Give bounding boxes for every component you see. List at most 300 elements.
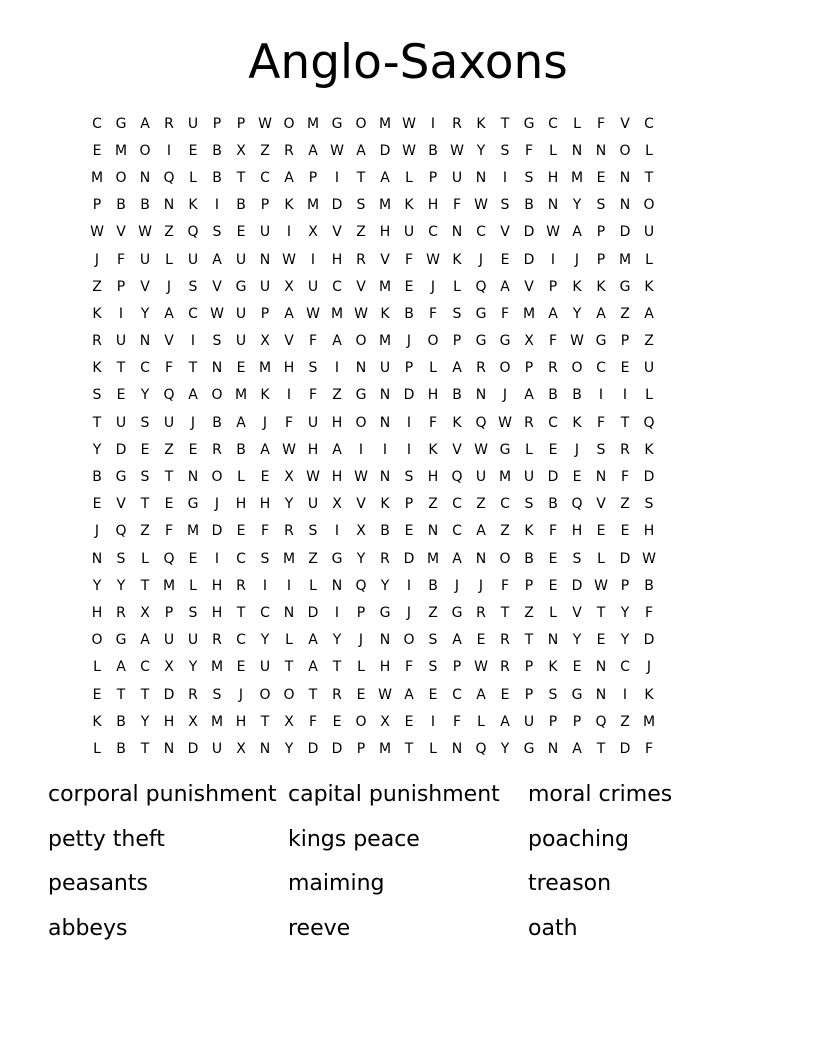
grid-letter: F [644,604,654,621]
grid-letter: G [523,740,535,757]
grid-letter: S [116,550,126,567]
grid-letter: G [331,115,343,132]
grid-letter: F [452,713,462,730]
grid-letter: P [164,604,174,621]
grid-letter: G [475,333,487,350]
grid-letter: N [475,387,487,404]
grid-letter: F [308,387,318,404]
grid-letter: E [476,632,486,649]
grid-letter: R [548,360,558,377]
grid-letter: F [164,523,174,540]
grid-letter: I [406,414,412,431]
grid-letter: A [452,360,462,377]
grid-letter: M [378,278,392,295]
grid-letter: S [260,550,270,567]
grid-letter: A [164,305,174,322]
grid-letter: S [596,197,606,214]
grid-letter: L [237,469,245,486]
grid-letter: G [475,305,487,322]
grid-letter: M [378,197,392,214]
grid-letter: M [186,523,200,540]
grid-letter: W [354,469,368,486]
grid-letter: M [618,251,632,268]
grid-letter: Z [164,441,174,458]
grid-letter: U [163,414,175,431]
grid-letter: K [260,387,270,404]
grid-letter: N [331,577,343,594]
grid-row [85,164,733,191]
grid-letter: T [140,577,150,594]
grid-letter: E [260,469,270,486]
grid-letter: A [500,278,510,295]
grid-letter: I [382,441,388,458]
grid-letter: V [116,224,126,241]
grid-letter: L [189,169,197,186]
grid-letter: N [547,632,559,649]
grid-letter: U [523,469,535,486]
grid-letter: U [187,251,199,268]
grid-letter: J [454,577,460,594]
grid-letter: N [379,632,391,649]
grid-letter: D [547,469,559,486]
grid-letter: I [286,387,292,404]
grid-letter: Y [140,713,150,730]
grid-letter: Y [284,496,294,513]
grid-letter: R [524,414,534,431]
grid-letter: A [476,686,486,703]
grid-letter: A [284,169,294,186]
grid-row [85,708,733,735]
grid-letter: N [355,360,367,377]
grid-letter: G [115,632,127,649]
grid-letter: C [596,360,606,377]
grid-letter: M [378,115,392,132]
grid-letter: U [259,659,271,676]
grid-letter: I [598,387,604,404]
grid-letter: A [140,632,150,649]
grid-letter: K [284,197,294,214]
grid-letter: M [378,740,392,757]
grid-letter: D [619,740,631,757]
grid-letter: S [308,360,318,377]
grid-letter: C [452,496,462,513]
grid-letter: A [524,387,534,404]
grid-letter: O [499,550,511,567]
grid-letter: B [236,197,246,214]
grid-letter: T [500,115,510,132]
grid-letter: R [212,632,222,649]
grid-letter: S [140,469,150,486]
grid-letter: I [118,305,124,322]
grid-letter: X [236,142,246,159]
grid-letter: K [644,686,654,703]
grid-letter: P [548,713,558,730]
grid-letter: C [236,550,246,567]
grid-letter: U [451,169,463,186]
grid-letter: U [403,224,415,241]
grid-row [85,654,733,681]
grid-letter: S [596,441,606,458]
grid-letter: O [283,686,295,703]
grid-letter: Y [572,632,582,649]
grid-letter: O [355,414,367,431]
grid-letter: Q [187,224,199,241]
grid-letter: P [404,496,414,513]
grid-letter: W [330,142,344,159]
grid-letter: J [502,387,508,404]
word-bank-item: petty theft [48,826,165,852]
grid-letter: W [210,305,224,322]
grid-letter: W [594,577,608,594]
word-bank [48,776,768,954]
grid-letter: R [620,441,630,458]
grid-letter: R [212,441,222,458]
grid-letter: I [430,115,436,132]
grid-letter: E [572,469,582,486]
grid-letter: R [452,115,462,132]
grid-letter: A [332,333,342,350]
grid-letter: R [164,115,174,132]
grid-letter: C [620,659,630,676]
grid-letter: A [140,115,150,132]
grid-letter: A [452,632,462,649]
grid-letter: Y [332,632,342,649]
grid-letter: F [260,523,270,540]
grid-letter: Z [356,224,366,241]
grid-letter: M [258,360,272,377]
grid-letter: Y [572,305,582,322]
grid-letter: V [116,496,126,513]
grid-letter: J [238,686,244,703]
grid-letter: H [211,604,223,621]
grid-letter: N [595,659,607,676]
grid-letter: P [236,115,246,132]
grid-letter: L [549,142,557,159]
grid-letter: U [259,278,271,295]
grid-letter: S [404,469,414,486]
grid-letter: L [189,577,197,594]
grid-letter: U [187,632,199,649]
grid-letter: A [236,414,246,431]
grid-letter: B [116,740,126,757]
grid-letter: D [379,142,391,159]
grid-letter: W [258,115,272,132]
grid-letter: O [211,387,223,404]
grid-letter: R [332,686,342,703]
grid-letter: O [355,115,367,132]
grid-letter: V [500,224,510,241]
grid-letter: S [428,659,438,676]
grid-letter: X [236,740,246,757]
grid-letter: U [235,305,247,322]
grid-letter: R [476,604,486,621]
grid-letter: E [188,550,198,567]
grid-row [85,491,733,518]
grid-letter: B [572,387,582,404]
grid-letter: A [212,251,222,268]
grid-letter: N [163,740,175,757]
grid-letter: D [619,224,631,241]
grid-letter: I [190,333,196,350]
grid-letter: K [380,496,390,513]
grid-letter: X [284,278,294,295]
grid-letter: C [332,278,342,295]
grid-letter: O [403,632,415,649]
grid-letter: X [284,469,294,486]
grid-letter: X [332,496,342,513]
grid-letter: C [428,224,438,241]
grid-letter: R [500,659,510,676]
grid-letter: J [214,496,220,513]
grid-letter: H [571,523,583,540]
grid-letter: E [548,441,558,458]
grid-letter: L [93,740,101,757]
grid-row [85,382,733,409]
grid-letter: S [212,333,222,350]
grid-letter: P [620,577,630,594]
word-bank-item: peasants [48,871,148,896]
grid-letter: R [476,360,486,377]
grid-letter: W [474,197,488,214]
grid-letter: I [334,169,340,186]
grid-letter: A [500,713,510,730]
grid-letter: X [524,333,534,350]
grid-letter: Z [428,604,438,621]
grid-letter: P [524,659,534,676]
grid-letter: D [115,441,127,458]
grid-letter: N [427,523,439,540]
grid-letter: N [259,251,271,268]
grid-letter: P [92,197,102,214]
grid-letter: P [308,169,318,186]
grid-letter: N [547,197,559,214]
grid-letter: X [164,659,174,676]
grid-letter: U [235,333,247,350]
grid-letter: H [427,197,439,214]
grid-letter: E [92,686,102,703]
grid-letter: P [356,740,366,757]
grid-letter: U [475,469,487,486]
grid-letter: N [283,604,295,621]
grid-row [85,110,733,137]
word-bank-item: maiming [288,871,385,896]
grid-letter: E [548,550,558,567]
grid-letter: V [596,496,606,513]
grid-letter: Q [475,740,487,757]
grid-letter: V [380,251,390,268]
grid-letter: B [524,197,534,214]
grid-row [85,219,733,246]
grid-letter: R [500,632,510,649]
grid-letter: G [499,441,511,458]
grid-letter: T [404,740,414,757]
grid-letter: F [428,305,438,322]
grid-letter: P [620,333,630,350]
grid-letter: V [140,278,150,295]
grid-letter: N [259,740,271,757]
grid-letter: A [596,305,606,322]
grid-letter: O [91,632,103,649]
grid-letter: F [620,469,630,486]
grid-letter: B [548,496,558,513]
grid-letter: T [164,469,174,486]
grid-letter: Y [140,387,150,404]
grid-letter: H [427,387,439,404]
grid-letter: Y [620,604,630,621]
grid-letter: G [571,686,583,703]
grid-letter: N [595,469,607,486]
grid-letter: S [92,387,102,404]
grid-letter: N [595,686,607,703]
grid-letter: H [331,414,343,431]
grid-letter: T [260,713,270,730]
grid-letter: U [643,224,655,241]
grid-letter: N [211,360,223,377]
grid-letter: E [596,169,606,186]
grid-letter: K [572,278,582,295]
grid-letter: Q [163,550,175,567]
grid-letter: U [259,224,271,241]
grid-letter: T [188,360,198,377]
grid-letter: V [524,278,534,295]
grid-letter: Y [356,550,366,567]
grid-letter: U [187,115,199,132]
grid-letter: L [93,659,101,676]
grid-letter: A [404,686,414,703]
grid-letter: J [430,278,436,295]
grid-letter: T [236,169,246,186]
grid-letter: E [620,360,630,377]
grid-letter: A [380,169,390,186]
grid-letter: S [524,169,534,186]
grid-letter: E [236,360,246,377]
grid-letter: W [354,305,368,322]
grid-row [85,545,733,572]
grid-letter: M [210,659,224,676]
grid-letter: B [116,713,126,730]
grid-letter: S [308,523,318,540]
grid-letter: W [90,224,104,241]
grid-letter: C [140,659,150,676]
grid-letter: I [430,713,436,730]
grid-letter: K [188,197,198,214]
grid-letter: H [235,496,247,513]
grid-letter: U [115,414,127,431]
grid-letter: E [596,632,606,649]
grid-letter: P [452,659,462,676]
grid-letter: J [574,441,580,458]
grid-letter: J [406,333,412,350]
grid-letter: T [284,659,294,676]
grid-letter: O [499,360,511,377]
grid-letter: P [572,713,582,730]
grid-letter: Q [451,469,463,486]
grid-letter: A [356,142,366,159]
grid-letter: F [404,659,414,676]
grid-letter: S [500,142,510,159]
grid-letter: E [92,142,102,159]
grid-row [85,355,733,382]
grid-letter: K [92,360,102,377]
grid-letter: W [570,333,584,350]
grid-letter: E [500,251,510,268]
grid-letter: B [236,441,246,458]
grid-letter: P [116,278,126,295]
grid-letter: A [452,550,462,567]
grid-letter: E [164,496,174,513]
grid-letter: E [596,523,606,540]
grid-letter: W [282,251,296,268]
grid-letter: I [406,441,412,458]
grid-letter: N [139,169,151,186]
grid-row [85,192,733,219]
grid-row [85,572,733,599]
grid-letter: C [500,496,510,513]
grid-letter: V [332,224,342,241]
grid-letter: S [356,197,366,214]
grid-letter: D [619,550,631,567]
grid-letter: P [524,360,534,377]
grid-letter: W [378,686,392,703]
grid-letter: H [211,577,223,594]
grid-letter: I [166,142,172,159]
grid-letter: V [356,496,366,513]
grid-letter: T [116,686,126,703]
grid-row [85,409,733,436]
grid-letter: S [572,550,582,567]
grid-letter: I [262,577,268,594]
grid-letter: G [619,278,631,295]
grid-letter: A [572,740,582,757]
grid-letter: N [475,550,487,567]
grid-letter: G [235,278,247,295]
grid-letter: M [162,577,176,594]
grid-letter: I [286,224,292,241]
grid-letter: M [498,469,512,486]
grid-letter: U [307,496,319,513]
grid-letter: I [622,686,628,703]
grid-letter: F [500,305,510,322]
grid-letter: Z [620,713,630,730]
grid-letter: J [166,278,172,295]
grid-letter: J [94,523,100,540]
grid-letter: Q [355,577,367,594]
grid-letter: B [548,387,558,404]
grid-letter: K [92,713,102,730]
grid-letter: O [259,686,271,703]
grid-letter: U [163,632,175,649]
grid-letter: F [524,142,534,159]
grid-letter: Z [644,333,654,350]
grid-letter: N [91,550,103,567]
grid-letter: C [548,115,558,132]
grid-letter: N [451,740,463,757]
grid-letter: W [474,659,488,676]
grid-letter: D [331,197,343,214]
grid-letter: E [500,686,510,703]
grid-letter: C [236,632,246,649]
grid-letter: L [525,441,533,458]
grid-letter: P [212,115,222,132]
grid-letter: O [211,469,223,486]
grid-row [85,599,733,626]
grid-letter: Y [476,142,486,159]
grid-letter: O [139,142,151,159]
grid-letter: Y [116,577,126,594]
grid-letter: P [524,686,534,703]
grid-letter: E [572,659,582,676]
grid-letter: B [380,523,390,540]
